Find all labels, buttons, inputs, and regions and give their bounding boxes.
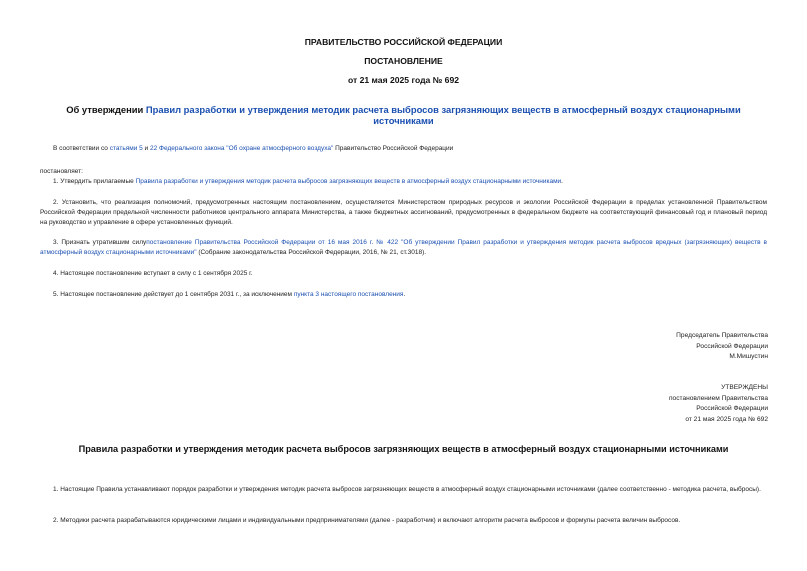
item-5-end: . [403, 291, 406, 298]
preamble-text-1: В соответствии со [53, 145, 110, 152]
item-2-paragraph: 2. Установить, что реализация полномочий, предусмотренных настоящим постановлением, осуществляется Министерством природных ресурсов и экологии Российской Федерации в пределах установленной Правительством Российской Федерации предельной численности работников центрального аппарата Министерства, а также бюджетных ассигнований, предусмотренных в федеральном бюджете на соответствующий финансовый год и плановый период на руководство и управление в сфере установленных функций. [40, 199, 767, 226]
rules-title: Правила разработки и утверждения методик расчета выбросов загрязняющих веществ в атмосферный воздух стационарными источниками [78, 444, 729, 454]
item-3-text: 3. Признать утратившим силу [53, 239, 147, 246]
government-heading: ПРАВИТЕЛЬСТВО РОССИЙСКОЙ ФЕДЕРАЦИИ [304, 37, 503, 47]
item-3-end: (Собрание законодательства Российской Федерации, 2016, № 21, ст.3018). [196, 249, 427, 256]
approval-date: от 21 мая 2025 года № 692 [685, 415, 768, 423]
decree-word: постановляет: [40, 168, 83, 175]
title-rules-link[interactable]: Правил разработки и утверждения методик расчета выбросов загрязняющих веществ в атмосферный воздух стационарными источниками [145, 104, 741, 126]
item-4-paragraph: 4. Настоящее постановление вступает в силу с 1 сентября 2025 г. [53, 270, 253, 277]
approval-block [669, 383, 768, 425]
item-1-text: 1. Утвердить прилагаемые [53, 178, 136, 185]
rules-item-2: 2. Методики расчета разрабатываются юридическими лицами и индивидуальными предпринимателями (далее - разработчик) и включают алгоритм расчета выбросов и формулы расчета величин выбросов. [53, 517, 681, 524]
preamble-paragraph [40, 144, 767, 154]
approval-by: постановлением Правительства [668, 394, 768, 402]
federal-law-link[interactable]: 22 Федерального закона "Об охране атмосферного воздуха" [150, 145, 334, 152]
item-5-paragraph [40, 290, 767, 300]
document-type-heading: ПОСТАНОВЛЕНИЕ [364, 56, 443, 66]
item-5-text: 5. Настоящее постановление действует до 1 сентября 2031 г., за исключением [53, 291, 294, 298]
resolution-422-link[interactable]: постановление Правительства Российской Федерации от 16 мая 2016 г. № 422 "Об утверждении Правил разработки и утверждения методик расчета выбросов вредных (загрязняющих) веществ в атмосферный воздух стационарными источниками" [40, 239, 767, 256]
articles-5-link[interactable]: статьями 5 [109, 145, 143, 152]
rules-item-1: 1. Настоящие Правила устанавливают порядок разработки и утверждения методик расчета выбросов загрязняющих веществ в атмосферный воздух стационарными источниками (далее соответственно - методика расчета, выбросы). [53, 486, 761, 493]
item-1-rules-link[interactable]: Правила разработки и утверждения методик расчета выбросов загрязняющих веществ в атмосферный воздух стационарными источниками [135, 178, 562, 185]
preamble-text-3: Правительство Российской Федерации [333, 145, 454, 152]
signature-position: Председатель Правительства [676, 332, 768, 339]
approval-country: Российской Федерации [696, 405, 768, 412]
approval-status: УТВЕРЖДЕНЫ [721, 384, 768, 391]
title-prefix: Об утверждении [66, 104, 146, 115]
signature-block [676, 331, 768, 363]
signature-name: М.Мишустин [729, 353, 768, 360]
item-1-end: . [561, 178, 563, 185]
item-3-reference-link[interactable]: пункта 3 настоящего постановления [293, 291, 404, 298]
document-title [40, 104, 767, 126]
signature-country: Российской Федерации [696, 342, 768, 350]
item-3-paragraph [40, 238, 767, 258]
document-date-number: от 21 мая 2025 года № 692 [347, 75, 460, 85]
preamble-text-2: и [142, 145, 150, 152]
item-1-paragraph [40, 177, 767, 187]
